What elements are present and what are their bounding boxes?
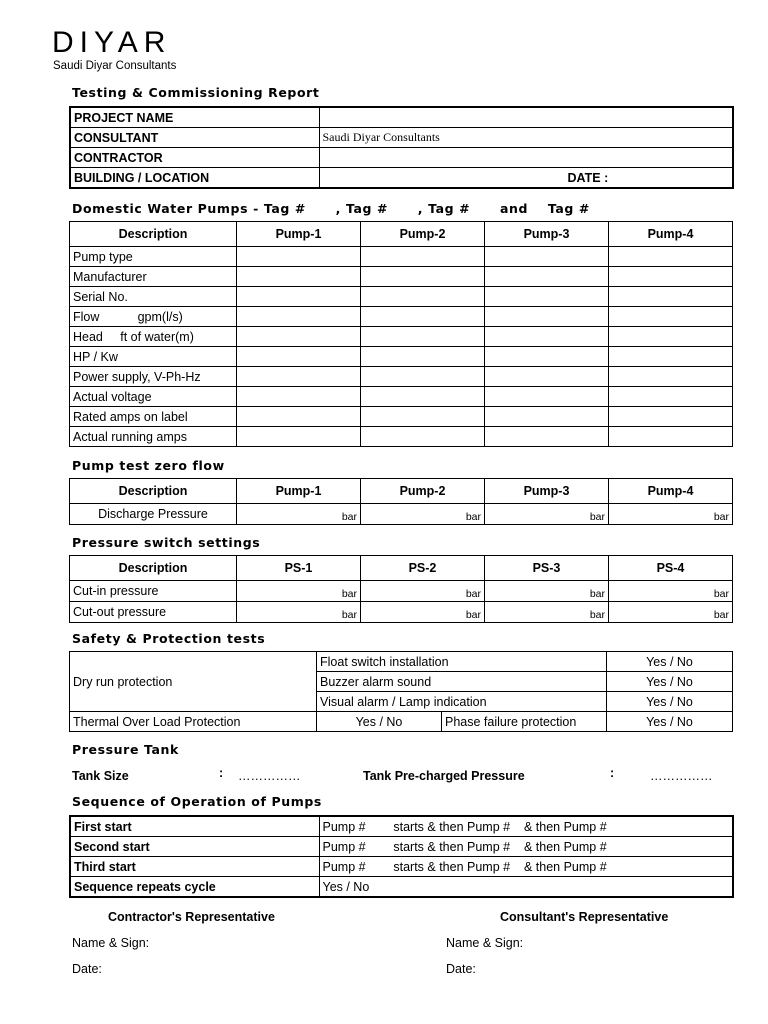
table-row: [70, 307, 733, 327]
pump-cell[interactable]: [361, 267, 485, 287]
row-label: Actual voltage: [70, 387, 237, 407]
table-row: [70, 367, 733, 387]
discharge-pressure-cell[interactable]: bar: [237, 504, 361, 525]
row-label: Discharge Pressure: [70, 504, 237, 525]
row-label: Pump type: [70, 247, 237, 267]
pump-cell[interactable]: [609, 307, 733, 327]
table-row: [70, 581, 733, 602]
tank-size-field[interactable]: ……………: [238, 769, 301, 783]
row-label: HP / Kw: [70, 347, 237, 367]
column-header: Pump-4: [609, 479, 733, 504]
pump-cell[interactable]: [485, 347, 609, 367]
table-row: [70, 857, 733, 877]
pump-cell[interactable]: [609, 267, 733, 287]
pump-cell[interactable]: [485, 287, 609, 307]
precharge-colon: :: [610, 766, 615, 780]
pumps-header-row: [70, 222, 733, 247]
pressure-cell[interactable]: bar: [237, 581, 361, 602]
discharge-pressure-cell[interactable]: bar: [609, 504, 733, 525]
contractor-field[interactable]: [319, 148, 733, 168]
column-header: Pump-1: [237, 222, 361, 247]
table-row: [70, 267, 733, 287]
sequence-field[interactable]: Pump # starts & then Pump # & then Pump #: [319, 857, 733, 877]
pump-cell[interactable]: [237, 387, 361, 407]
row-label: Rated amps on label: [70, 407, 237, 427]
pump-cell[interactable]: [237, 307, 361, 327]
pump-cell[interactable]: [361, 247, 485, 267]
column-header: Description: [70, 222, 237, 247]
zero-flow-table: [69, 478, 733, 525]
table-row: [70, 387, 733, 407]
yes-no-field[interactable]: Yes / No: [317, 712, 442, 732]
sequence-table: [69, 815, 734, 898]
row-label: Cut-in pressure: [70, 581, 237, 602]
company-logo-subtitle: Saudi Diyar Consultants: [53, 60, 177, 72]
pump-cell[interactable]: [609, 327, 733, 347]
project-row: [70, 168, 733, 189]
pump-cell[interactable]: [485, 267, 609, 287]
table-row: [70, 602, 733, 623]
sequence-label: First start: [70, 816, 319, 837]
pumps-section-title: Domestic Water Pumps - Tag # , Tag # , Tag # and Tag #: [72, 201, 590, 216]
column-header: PS-1: [237, 556, 361, 581]
sequence-field[interactable]: Pump # starts & then Pump # & then Pump #: [319, 816, 733, 837]
row-label: Manufacturer: [70, 267, 237, 287]
pressure-cell[interactable]: bar: [609, 602, 733, 623]
company-logo: DIYAR: [52, 26, 172, 59]
pump-cell[interactable]: [609, 387, 733, 407]
report-title: Testing & Commissioning Report: [72, 85, 320, 100]
pump-cell[interactable]: [609, 427, 733, 447]
project-name-label: PROJECT NAME: [70, 107, 319, 128]
pump-cell[interactable]: [361, 427, 485, 447]
pump-cell[interactable]: [361, 287, 485, 307]
column-header: PS-2: [361, 556, 485, 581]
pump-cell[interactable]: [237, 267, 361, 287]
check-label: Buzzer alarm sound: [317, 672, 607, 692]
pump-cell[interactable]: [485, 387, 609, 407]
dry-run-label: Dry run protection: [70, 652, 317, 712]
table-row: [70, 407, 733, 427]
table-row: [70, 816, 733, 837]
table-row: [70, 287, 733, 307]
table-row: [70, 504, 733, 525]
table-row: [70, 712, 733, 732]
pump-cell[interactable]: [237, 407, 361, 427]
sequence-label: Sequence repeats cycle: [70, 877, 319, 898]
check-label: Float switch installation: [317, 652, 607, 672]
consultant-date[interactable]: Date:: [446, 962, 476, 976]
pump-cell[interactable]: [237, 347, 361, 367]
column-header: Pump-1: [237, 479, 361, 504]
pump-cell[interactable]: [609, 247, 733, 267]
zero-flow-header-row: [70, 479, 733, 504]
pressure-switch-header-row: [70, 556, 733, 581]
column-header: Pump-4: [609, 222, 733, 247]
pressure-cell[interactable]: bar: [609, 581, 733, 602]
pressure-cell[interactable]: bar: [361, 581, 485, 602]
contractor-name-sign[interactable]: Name & Sign:: [72, 936, 150, 950]
pump-cell[interactable]: [361, 407, 485, 427]
pressure-switch-title: Pressure switch settings: [72, 535, 261, 550]
date-field[interactable]: DATE :: [319, 168, 733, 189]
row-label: Power supply, V-Ph-Hz: [70, 367, 237, 387]
precharge-label: Tank Pre-charged Pressure: [363, 769, 525, 783]
pump-cell[interactable]: [485, 407, 609, 427]
row-label: Flow gpm(l/s): [70, 307, 237, 327]
pumps-table: [69, 221, 733, 447]
row-label: Serial No.: [70, 287, 237, 307]
pump-cell[interactable]: [361, 307, 485, 327]
column-header: Pump-2: [361, 479, 485, 504]
table-row: [70, 427, 733, 447]
project-info-table: [69, 106, 734, 189]
yes-no-field[interactable]: Yes / No: [607, 652, 733, 672]
pump-cell[interactable]: [361, 387, 485, 407]
yes-no-field[interactable]: Yes / No: [607, 712, 733, 732]
tank-size-colon: :: [219, 766, 224, 780]
thermal-label: Thermal Over Load Protection: [70, 712, 317, 732]
pump-cell[interactable]: [237, 247, 361, 267]
sequence-field[interactable]: Pump # starts & then Pump # & then Pump #: [319, 837, 733, 857]
pump-cell[interactable]: [237, 427, 361, 447]
discharge-pressure-cell[interactable]: bar: [361, 504, 485, 525]
pressure-switch-table: [69, 555, 733, 623]
discharge-pressure-cell[interactable]: bar: [485, 504, 609, 525]
pump-cell[interactable]: [609, 367, 733, 387]
pump-cell[interactable]: [485, 307, 609, 327]
pump-cell[interactable]: [609, 407, 733, 427]
safety-title: Safety & Protection tests: [72, 631, 266, 646]
tank-size-label: Tank Size: [72, 769, 129, 783]
table-row: [70, 837, 733, 857]
column-header: Pump-2: [361, 222, 485, 247]
column-header: PS-3: [485, 556, 609, 581]
table-row: [70, 877, 733, 898]
column-header: PS-4: [609, 556, 733, 581]
row-label: Head ft of water(m): [70, 327, 237, 347]
pump-cell[interactable]: [485, 327, 609, 347]
consultant-label: CONSULTANT: [70, 128, 319, 148]
yes-no-field[interactable]: Yes / No: [607, 672, 733, 692]
safety-table: [69, 651, 733, 732]
project-row: [70, 128, 733, 148]
pump-cell[interactable]: [237, 327, 361, 347]
column-header: Description: [70, 556, 237, 581]
building-location-label: BUILDING / LOCATION: [70, 168, 319, 189]
row-label: Actual running amps: [70, 427, 237, 447]
project-row: [70, 148, 733, 168]
pump-cell[interactable]: [237, 287, 361, 307]
consultant-field[interactable]: Saudi Diyar Consultants: [319, 128, 733, 148]
pressure-cell[interactable]: bar: [485, 602, 609, 623]
column-header: Pump-3: [485, 479, 609, 504]
project-row: [70, 107, 733, 128]
phase-label: Phase failure protection: [442, 712, 607, 732]
sequence-label: Second start: [70, 837, 319, 857]
pump-cell[interactable]: [609, 347, 733, 367]
zero-flow-title: Pump test zero flow: [72, 458, 225, 473]
sequence-field[interactable]: Yes / No: [319, 877, 733, 898]
column-header: Description: [70, 479, 237, 504]
table-row: [70, 652, 733, 672]
check-label: Visual alarm / Lamp indication: [317, 692, 607, 712]
table-row: [70, 347, 733, 367]
column-header: Pump-3: [485, 222, 609, 247]
sequence-title: Sequence of Operation of Pumps: [72, 794, 322, 809]
pressure-cell[interactable]: bar: [237, 602, 361, 623]
table-row: [70, 327, 733, 347]
pump-cell[interactable]: [485, 427, 609, 447]
contractor-label: CONTRACTOR: [70, 148, 319, 168]
table-row: [70, 247, 733, 267]
row-label: Cut-out pressure: [70, 602, 237, 623]
pump-cell[interactable]: [485, 247, 609, 267]
pump-cell[interactable]: [361, 327, 485, 347]
pump-cell[interactable]: [609, 287, 733, 307]
consultant-name-sign[interactable]: Name & Sign:: [446, 936, 524, 950]
sequence-label: Third start: [70, 857, 319, 877]
yes-no-field[interactable]: Yes / No: [607, 692, 733, 712]
consultant-rep-label: Consultant's Representative: [500, 910, 669, 924]
contractor-date[interactable]: Date:: [72, 962, 102, 976]
contractor-rep-label: Contractor's Representative: [108, 910, 275, 924]
pressure-cell[interactable]: bar: [485, 581, 609, 602]
pump-cell[interactable]: [485, 367, 609, 387]
precharge-field[interactable]: ……………: [650, 769, 713, 783]
pump-cell[interactable]: [361, 347, 485, 367]
pressure-cell[interactable]: bar: [361, 602, 485, 623]
pressure-tank-title: Pressure Tank: [72, 742, 179, 757]
pump-cell[interactable]: [361, 367, 485, 387]
pump-cell[interactable]: [237, 367, 361, 387]
project-name-field[interactable]: [319, 107, 733, 128]
